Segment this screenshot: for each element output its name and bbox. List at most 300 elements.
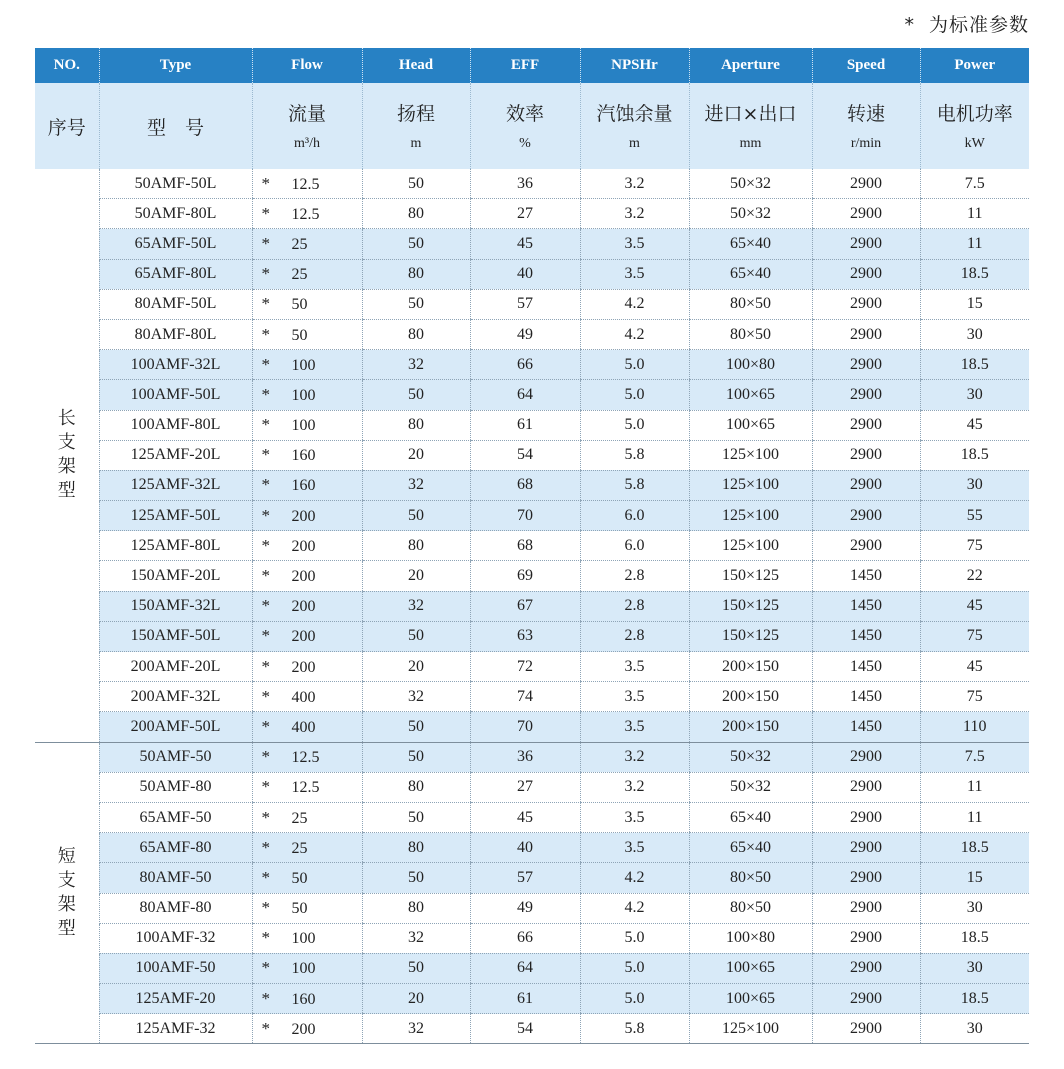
cell-head: 50 bbox=[362, 802, 470, 832]
cell-npshr: 4.2 bbox=[580, 289, 689, 319]
cell-type: 150AMF-50L bbox=[99, 621, 252, 651]
cell-type: 200AMF-32L bbox=[99, 682, 252, 712]
cell-type: 100AMF-80L bbox=[99, 410, 252, 440]
flow-value: 160 bbox=[291, 447, 316, 465]
standard-asterisk: * bbox=[261, 988, 270, 1008]
cell-aperture: 50×32 bbox=[689, 742, 812, 772]
cell-npshr: 3.5 bbox=[580, 259, 689, 289]
table-row bbox=[35, 652, 1029, 682]
standard-asterisk: * bbox=[261, 264, 270, 284]
cell-aperture: 200×150 bbox=[689, 652, 812, 682]
cell-speed: 2900 bbox=[812, 953, 920, 983]
flow-value: 200 bbox=[291, 628, 316, 646]
header-power: Power bbox=[920, 48, 1029, 83]
cell-flow bbox=[252, 984, 362, 1014]
table-row bbox=[35, 470, 1029, 500]
cell-power: 30 bbox=[920, 893, 1029, 923]
cell-speed: 2900 bbox=[812, 229, 920, 259]
cell-type: 100AMF-32 bbox=[99, 923, 252, 953]
standard-asterisk: * bbox=[261, 233, 270, 253]
cell-npshr: 3.2 bbox=[580, 772, 689, 802]
table-row bbox=[35, 923, 1029, 953]
cell-head: 20 bbox=[362, 561, 470, 591]
cell-type: 50AMF-50 bbox=[99, 742, 252, 772]
cell-flow bbox=[252, 742, 362, 772]
cell-head: 50 bbox=[362, 169, 470, 199]
cell-aperture: 125×100 bbox=[689, 440, 812, 470]
cell-npshr: 5.8 bbox=[580, 440, 689, 470]
group-label-cell bbox=[35, 169, 99, 742]
cell-npshr: 3.2 bbox=[580, 199, 689, 229]
cell-npshr: 3.5 bbox=[580, 652, 689, 682]
group-label: 短支架型 bbox=[57, 846, 76, 939]
cell-eff: 49 bbox=[470, 893, 580, 923]
cell-eff: 54 bbox=[470, 440, 580, 470]
cell-npshr: 3.2 bbox=[580, 169, 689, 199]
cell-speed: 1450 bbox=[812, 621, 920, 651]
header-cn-eff: 效率 bbox=[505, 103, 544, 125]
cell-flow bbox=[252, 772, 362, 802]
cell-aperture: 100×65 bbox=[689, 410, 812, 440]
standard-asterisk: * bbox=[261, 656, 270, 676]
cell-type: 125AMF-32 bbox=[99, 1014, 252, 1044]
cell-head: 50 bbox=[362, 380, 470, 410]
cell-head: 32 bbox=[362, 591, 470, 621]
cell-eff: 57 bbox=[470, 289, 580, 319]
cell-head: 32 bbox=[362, 682, 470, 712]
note-text: 为标准参数 bbox=[928, 14, 1029, 36]
cell-flow bbox=[252, 380, 362, 410]
standard-asterisk: * bbox=[261, 294, 270, 314]
flow-value: 25 bbox=[291, 809, 308, 827]
table-row bbox=[35, 984, 1029, 1014]
header-cn-type: 型 号 bbox=[146, 117, 204, 139]
cell-flow bbox=[252, 259, 362, 289]
table-row bbox=[35, 561, 1029, 591]
header-npshr: NPSHr bbox=[580, 48, 689, 83]
cell-power: 11 bbox=[920, 772, 1029, 802]
cell-power: 45 bbox=[920, 410, 1029, 440]
cell-head: 32 bbox=[362, 470, 470, 500]
cell-speed: 2900 bbox=[812, 802, 920, 832]
standard-asterisk: * bbox=[261, 928, 270, 948]
flow-value: 50 bbox=[291, 869, 308, 887]
cell-flow bbox=[252, 561, 362, 591]
table-row bbox=[35, 953, 1029, 983]
table-row bbox=[35, 199, 1029, 229]
table-row bbox=[35, 350, 1029, 380]
cell-type: 50AMF-80 bbox=[99, 772, 252, 802]
cell-flow bbox=[252, 169, 362, 199]
cell-head: 50 bbox=[362, 229, 470, 259]
cell-npshr: 5.0 bbox=[580, 953, 689, 983]
cell-eff: 27 bbox=[470, 772, 580, 802]
standard-asterisk: * bbox=[261, 354, 270, 374]
cell-type: 50AMF-50L bbox=[99, 169, 252, 199]
header-head: Head bbox=[362, 48, 470, 83]
cell-aperture: 100×65 bbox=[689, 984, 812, 1014]
cell-power: 18.5 bbox=[920, 833, 1029, 863]
cell-eff: 68 bbox=[470, 531, 580, 561]
cell-npshr: 5.8 bbox=[580, 1014, 689, 1044]
cell-speed: 2900 bbox=[812, 169, 920, 199]
unit-power: kW bbox=[964, 136, 985, 151]
cell-eff: 63 bbox=[470, 621, 580, 651]
flow-value: 50 bbox=[291, 900, 308, 918]
standard-asterisk: * bbox=[261, 203, 270, 223]
cell-head: 80 bbox=[362, 319, 470, 349]
flow-value: 25 bbox=[291, 266, 308, 284]
cell-power: 18.5 bbox=[920, 350, 1029, 380]
cell-flow bbox=[252, 531, 362, 561]
cell-npshr: 2.8 bbox=[580, 561, 689, 591]
cell-type: 200AMF-20L bbox=[99, 652, 252, 682]
cell-eff: 66 bbox=[470, 350, 580, 380]
table-row bbox=[35, 802, 1029, 832]
cell-type: 80AMF-50L bbox=[99, 289, 252, 319]
cell-head: 50 bbox=[362, 621, 470, 651]
standard-asterisk: * bbox=[261, 837, 270, 857]
table-row bbox=[35, 380, 1029, 410]
table-row bbox=[35, 289, 1029, 319]
cell-eff: 61 bbox=[470, 984, 580, 1014]
cell-speed: 2900 bbox=[812, 1014, 920, 1044]
table-row bbox=[35, 742, 1029, 772]
cell-flow bbox=[252, 229, 362, 259]
cell-head: 32 bbox=[362, 350, 470, 380]
flow-value: 50 bbox=[291, 296, 308, 314]
flow-value: 100 bbox=[291, 386, 316, 404]
cell-power: 45 bbox=[920, 591, 1029, 621]
cell-flow bbox=[252, 682, 362, 712]
unit-head: m bbox=[410, 136, 422, 151]
cell-power: 30 bbox=[920, 953, 1029, 983]
standard-asterisk: * bbox=[261, 777, 270, 797]
cell-speed: 2900 bbox=[812, 410, 920, 440]
cell-speed: 2900 bbox=[812, 863, 920, 893]
cell-eff: 45 bbox=[470, 229, 580, 259]
header-cn-flow: 流量 bbox=[287, 103, 326, 125]
group-label-cell bbox=[35, 742, 99, 1044]
cell-speed: 2900 bbox=[812, 501, 920, 531]
standard-asterisk: * bbox=[261, 415, 270, 435]
standard-asterisk: * bbox=[261, 898, 270, 918]
cell-power: 18.5 bbox=[920, 259, 1029, 289]
cell-aperture: 100×65 bbox=[689, 380, 812, 410]
standard-asterisk: * bbox=[261, 747, 270, 767]
cell-type: 65AMF-50 bbox=[99, 802, 252, 832]
cell-head: 80 bbox=[362, 531, 470, 561]
cell-npshr: 3.5 bbox=[580, 802, 689, 832]
cell-type: 125AMF-20L bbox=[99, 440, 252, 470]
cell-power: 55 bbox=[920, 501, 1029, 531]
cell-type: 200AMF-50L bbox=[99, 712, 252, 742]
standard-asterisk: * bbox=[261, 596, 270, 616]
header-cn-aperture: 进口×出口 bbox=[704, 103, 797, 125]
table-body bbox=[35, 169, 1029, 1044]
cell-npshr: 5.0 bbox=[580, 380, 689, 410]
cell-eff: 40 bbox=[470, 259, 580, 289]
cell-type: 150AMF-32L bbox=[99, 591, 252, 621]
table-row bbox=[35, 319, 1029, 349]
cell-speed: 2900 bbox=[812, 833, 920, 863]
cell-npshr: 5.8 bbox=[580, 470, 689, 500]
flow-value: 25 bbox=[291, 235, 308, 253]
table-row bbox=[35, 229, 1029, 259]
cell-type: 80AMF-50 bbox=[99, 863, 252, 893]
cell-power: 11 bbox=[920, 802, 1029, 832]
header-no: NO. bbox=[35, 48, 99, 83]
cell-aperture: 100×80 bbox=[689, 350, 812, 380]
cell-speed: 2900 bbox=[812, 893, 920, 923]
unit-speed: r/min bbox=[850, 136, 882, 151]
standard-asterisk: * bbox=[261, 716, 270, 736]
cell-flow bbox=[252, 802, 362, 832]
table-row bbox=[35, 712, 1029, 742]
cell-power: 11 bbox=[920, 229, 1029, 259]
cell-head: 50 bbox=[362, 712, 470, 742]
standard-asterisk: * bbox=[261, 475, 270, 495]
table-row bbox=[35, 591, 1029, 621]
cell-speed: 2900 bbox=[812, 259, 920, 289]
cell-head: 80 bbox=[362, 259, 470, 289]
cell-npshr: 5.0 bbox=[580, 410, 689, 440]
cell-npshr: 3.5 bbox=[580, 682, 689, 712]
standard-asterisk: * bbox=[261, 384, 270, 404]
cell-flow bbox=[252, 621, 362, 651]
table-row bbox=[35, 259, 1029, 289]
cell-aperture: 50×32 bbox=[689, 169, 812, 199]
cell-aperture: 125×100 bbox=[689, 470, 812, 500]
cell-power: 75 bbox=[920, 682, 1029, 712]
cell-type: 50AMF-80L bbox=[99, 199, 252, 229]
standard-asterisk: * bbox=[261, 958, 270, 978]
table-row bbox=[35, 501, 1029, 531]
cell-type: 100AMF-50 bbox=[99, 953, 252, 983]
standard-asterisk: * bbox=[261, 324, 270, 344]
cell-type: 80AMF-80L bbox=[99, 319, 252, 349]
cell-aperture: 150×125 bbox=[689, 561, 812, 591]
table-row bbox=[35, 863, 1029, 893]
cell-flow bbox=[252, 199, 362, 229]
flow-value: 12.5 bbox=[291, 779, 320, 797]
cell-type: 65AMF-50L bbox=[99, 229, 252, 259]
flow-value: 100 bbox=[291, 356, 316, 374]
cell-flow bbox=[252, 501, 362, 531]
cell-power: 7.5 bbox=[920, 169, 1029, 199]
cell-aperture: 50×32 bbox=[689, 772, 812, 802]
cell-head: 20 bbox=[362, 652, 470, 682]
cell-aperture: 65×40 bbox=[689, 833, 812, 863]
table-row bbox=[35, 531, 1029, 561]
pump-spec-table bbox=[35, 48, 1029, 1044]
cell-flow bbox=[252, 319, 362, 349]
standard-parameter-note bbox=[904, 10, 1029, 37]
cell-head: 80 bbox=[362, 772, 470, 802]
cell-npshr: 4.2 bbox=[580, 319, 689, 349]
table-row bbox=[35, 893, 1029, 923]
cell-eff: 40 bbox=[470, 833, 580, 863]
cell-npshr: 5.0 bbox=[580, 984, 689, 1014]
cell-head: 50 bbox=[362, 742, 470, 772]
standard-asterisk: * bbox=[261, 445, 270, 465]
flow-value: 25 bbox=[291, 839, 308, 857]
cell-speed: 1450 bbox=[812, 652, 920, 682]
cell-head: 20 bbox=[362, 440, 470, 470]
cell-type: 80AMF-80 bbox=[99, 893, 252, 923]
cell-head: 50 bbox=[362, 289, 470, 319]
cell-aperture: 150×125 bbox=[689, 591, 812, 621]
cell-eff: 64 bbox=[470, 380, 580, 410]
unit-aperture: mm bbox=[739, 136, 762, 151]
cell-power: 110 bbox=[920, 712, 1029, 742]
cell-power: 45 bbox=[920, 652, 1029, 682]
unit-npshr: m bbox=[629, 136, 640, 151]
cell-flow bbox=[252, 863, 362, 893]
cell-eff: 36 bbox=[470, 169, 580, 199]
cell-aperture: 125×100 bbox=[689, 1014, 812, 1044]
cell-type: 125AMF-32L bbox=[99, 470, 252, 500]
cell-speed: 2900 bbox=[812, 742, 920, 772]
header-type: Type bbox=[99, 48, 252, 83]
cell-type: 150AMF-20L bbox=[99, 561, 252, 591]
cell-aperture: 200×150 bbox=[689, 682, 812, 712]
cell-eff: 70 bbox=[470, 712, 580, 742]
cell-aperture: 80×50 bbox=[689, 863, 812, 893]
cell-flow bbox=[252, 410, 362, 440]
standard-asterisk: * bbox=[261, 566, 270, 586]
cell-speed: 2900 bbox=[812, 199, 920, 229]
cell-npshr: 2.8 bbox=[580, 591, 689, 621]
cell-npshr: 3.5 bbox=[580, 833, 689, 863]
cell-power: 30 bbox=[920, 470, 1029, 500]
cell-eff: 27 bbox=[470, 199, 580, 229]
flow-value: 100 bbox=[291, 417, 316, 435]
cell-flow bbox=[252, 289, 362, 319]
cell-type: 125AMF-80L bbox=[99, 531, 252, 561]
cell-type: 125AMF-20 bbox=[99, 984, 252, 1014]
header-cn-speed: 转速 bbox=[846, 103, 885, 125]
flow-value: 12.5 bbox=[291, 205, 320, 223]
note-asterisk: * bbox=[904, 14, 915, 36]
cell-flow bbox=[252, 712, 362, 742]
cell-power: 30 bbox=[920, 319, 1029, 349]
unit-flow: m³/h bbox=[294, 136, 320, 151]
cell-eff: 68 bbox=[470, 470, 580, 500]
cell-npshr: 6.0 bbox=[580, 531, 689, 561]
cell-speed: 2900 bbox=[812, 380, 920, 410]
cell-speed: 2900 bbox=[812, 531, 920, 561]
cell-head: 50 bbox=[362, 501, 470, 531]
cell-head: 32 bbox=[362, 1014, 470, 1044]
cell-eff: 64 bbox=[470, 953, 580, 983]
standard-asterisk: * bbox=[261, 807, 270, 827]
flow-value: 100 bbox=[291, 960, 316, 978]
cell-eff: 36 bbox=[470, 742, 580, 772]
flow-value: 400 bbox=[291, 688, 316, 706]
cell-power: 7.5 bbox=[920, 742, 1029, 772]
cell-power: 30 bbox=[920, 380, 1029, 410]
cell-aperture: 80×50 bbox=[689, 319, 812, 349]
cell-power: 18.5 bbox=[920, 984, 1029, 1014]
cell-eff: 67 bbox=[470, 591, 580, 621]
standard-asterisk: * bbox=[261, 1018, 270, 1038]
cell-speed: 2900 bbox=[812, 350, 920, 380]
cell-speed: 1450 bbox=[812, 591, 920, 621]
cell-head: 80 bbox=[362, 893, 470, 923]
unit-eff: % bbox=[519, 136, 531, 151]
cell-speed: 2900 bbox=[812, 470, 920, 500]
cell-power: 30 bbox=[920, 1014, 1029, 1044]
cell-eff: 72 bbox=[470, 652, 580, 682]
cell-npshr: 4.2 bbox=[580, 893, 689, 923]
flow-value: 160 bbox=[291, 990, 316, 1008]
standard-asterisk: * bbox=[261, 626, 270, 646]
cell-type: 65AMF-80 bbox=[99, 833, 252, 863]
cell-speed: 1450 bbox=[812, 561, 920, 591]
flow-value: 200 bbox=[291, 568, 316, 586]
cell-head: 80 bbox=[362, 410, 470, 440]
cell-type: 65AMF-80L bbox=[99, 259, 252, 289]
cell-speed: 2900 bbox=[812, 319, 920, 349]
cell-npshr: 3.5 bbox=[580, 229, 689, 259]
cell-speed: 2900 bbox=[812, 440, 920, 470]
cell-eff: 66 bbox=[470, 923, 580, 953]
cell-power: 18.5 bbox=[920, 440, 1029, 470]
cell-aperture: 65×40 bbox=[689, 802, 812, 832]
header-cn-no: 序号 bbox=[47, 117, 86, 139]
cell-power: 75 bbox=[920, 531, 1029, 561]
cell-aperture: 150×125 bbox=[689, 621, 812, 651]
cell-eff: 61 bbox=[470, 410, 580, 440]
cell-aperture: 80×50 bbox=[689, 893, 812, 923]
flow-value: 200 bbox=[291, 1020, 316, 1038]
cell-npshr: 5.0 bbox=[580, 350, 689, 380]
flow-value: 50 bbox=[291, 326, 308, 344]
header-eff: EFF bbox=[470, 48, 580, 83]
cell-eff: 54 bbox=[470, 1014, 580, 1044]
cell-flow bbox=[252, 470, 362, 500]
cell-eff: 74 bbox=[470, 682, 580, 712]
table-row bbox=[35, 772, 1029, 802]
flow-value: 12.5 bbox=[291, 749, 320, 767]
cell-power: 11 bbox=[920, 199, 1029, 229]
cell-flow bbox=[252, 1014, 362, 1044]
cell-power: 15 bbox=[920, 289, 1029, 319]
flow-value: 100 bbox=[291, 930, 316, 948]
cell-npshr: 5.0 bbox=[580, 923, 689, 953]
header-aperture: Aperture bbox=[689, 48, 812, 83]
cell-speed: 1450 bbox=[812, 712, 920, 742]
cell-aperture: 125×100 bbox=[689, 501, 812, 531]
cell-aperture: 200×150 bbox=[689, 712, 812, 742]
standard-asterisk: * bbox=[261, 535, 270, 555]
table-row bbox=[35, 440, 1029, 470]
cell-eff: 69 bbox=[470, 561, 580, 591]
cell-type: 100AMF-32L bbox=[99, 350, 252, 380]
cell-npshr: 6.0 bbox=[580, 501, 689, 531]
cell-flow bbox=[252, 591, 362, 621]
cell-aperture: 65×40 bbox=[689, 229, 812, 259]
cell-flow bbox=[252, 350, 362, 380]
cell-head: 80 bbox=[362, 199, 470, 229]
table-row bbox=[35, 621, 1029, 651]
header-cn-npshr: 汽蚀余量 bbox=[596, 103, 673, 125]
cell-power: 75 bbox=[920, 621, 1029, 651]
cell-power: 22 bbox=[920, 561, 1029, 591]
flow-value: 200 bbox=[291, 537, 316, 555]
cell-head: 20 bbox=[362, 984, 470, 1014]
